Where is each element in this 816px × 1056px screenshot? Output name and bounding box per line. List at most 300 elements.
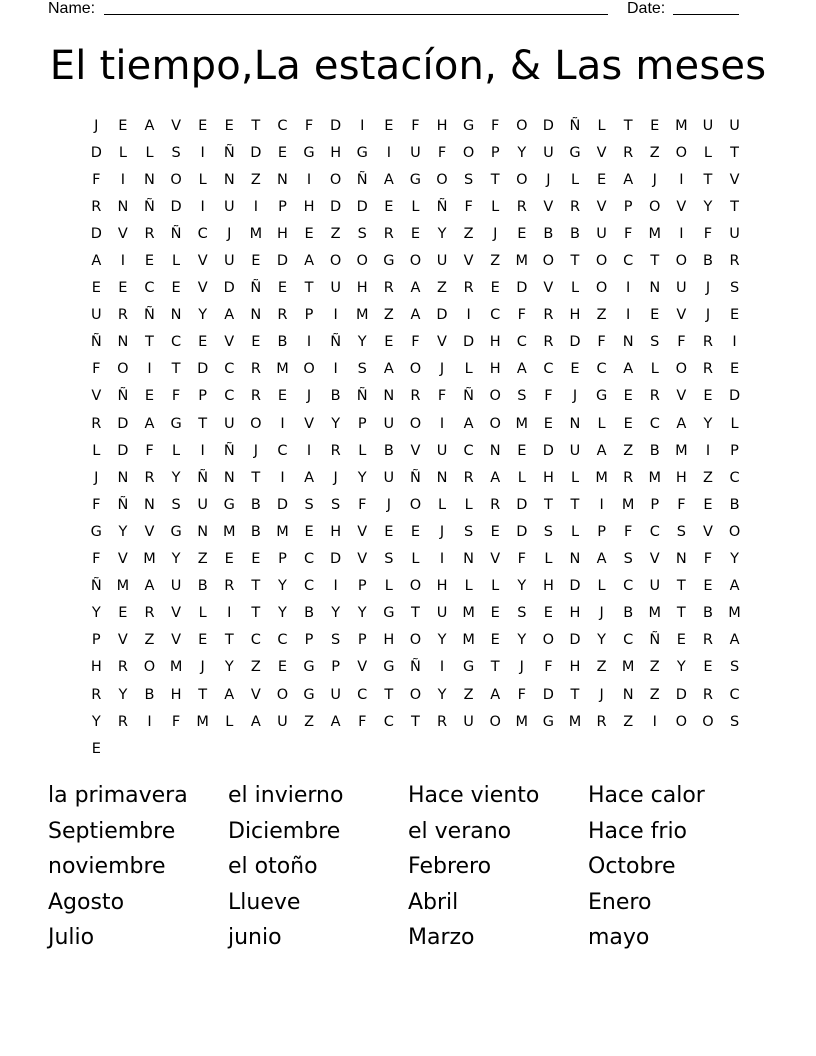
grid-letter: P — [278, 551, 287, 568]
grid-letter: F — [517, 551, 526, 568]
grid-letter: H — [569, 605, 581, 622]
grid-letter: D — [90, 144, 102, 161]
grid-letter: R — [410, 388, 421, 405]
grid-letter: M — [143, 551, 156, 568]
grid-letter: J — [705, 307, 711, 324]
grid-letter: V — [596, 144, 607, 161]
grid-letter: A — [144, 117, 155, 134]
grid-letter: E — [650, 307, 660, 324]
grid-letter: I — [200, 442, 205, 459]
grid-letter: F — [517, 686, 526, 703]
grid-letter: V — [171, 605, 182, 622]
grid-letter: O — [595, 253, 608, 270]
grid-letter: A — [91, 253, 102, 270]
grid-letter: S — [676, 523, 686, 540]
grid-letter: R — [543, 307, 554, 324]
grid-letter: I — [306, 442, 312, 459]
grid-letter: A — [623, 361, 634, 378]
grid-letter: B — [649, 442, 660, 459]
grid-letter: U — [277, 713, 288, 730]
grid-letter: D — [516, 496, 528, 513]
grid-letter: M — [648, 225, 662, 242]
grid-letter: O — [409, 632, 422, 649]
grid-letter: E — [118, 280, 128, 297]
grid-letter: A — [676, 415, 687, 432]
grid-letter: E — [623, 415, 633, 432]
grid-letter: O — [542, 632, 555, 649]
grid-letter: H — [542, 578, 554, 595]
grid-letter: C — [277, 117, 288, 134]
grid-letter: A — [729, 632, 740, 649]
grid-letter: T — [490, 659, 500, 676]
grid-letter: O — [728, 523, 741, 540]
grid-letter: E — [384, 523, 394, 540]
grid-letter: U — [596, 225, 607, 242]
grid-letter: L — [517, 469, 526, 486]
grid-letter: J — [652, 171, 657, 188]
grid-letter: M — [223, 523, 236, 540]
grid-letter: Y — [171, 551, 181, 568]
grid-letter: R — [117, 659, 128, 676]
grid-letter: O — [356, 253, 368, 270]
grid-letter: G — [170, 523, 182, 540]
word-list — [48, 778, 768, 956]
grid-letter: T — [676, 605, 686, 622]
grid-letter: Z — [383, 307, 394, 324]
word-list-item: Marzo — [408, 925, 475, 950]
grid-letter: E — [224, 551, 234, 568]
grid-letter: T — [570, 253, 580, 270]
grid-letter: Y — [437, 225, 447, 242]
grid-letter: U — [197, 496, 208, 513]
grid-letter: N — [277, 171, 288, 188]
grid-letter: C — [303, 578, 315, 595]
grid-letter: R — [91, 415, 102, 432]
date-label: Date: — [627, 0, 666, 17]
grid-letter: E — [650, 117, 660, 134]
word-list-item: Abril — [408, 889, 459, 915]
grid-letter: U — [543, 144, 554, 161]
grid-letter: D — [276, 253, 289, 270]
grid-letter: F — [145, 442, 154, 459]
grid-letter: D — [675, 686, 687, 703]
grid-letter: R — [729, 253, 740, 270]
grid-letter: D — [569, 334, 581, 351]
grid-letter: M — [116, 578, 130, 595]
grid-letter: F — [411, 334, 420, 351]
grid-letter: Y — [331, 605, 341, 622]
grid-letter: D — [90, 225, 102, 242]
grid-letter: N — [197, 523, 209, 540]
grid-letter: L — [570, 469, 580, 486]
grid-letter: S — [357, 225, 367, 242]
grid-letter: V — [117, 632, 128, 649]
grid-letter: V — [117, 551, 128, 568]
grid-letter: V — [357, 523, 368, 540]
grid-letter: H — [675, 469, 687, 486]
grid-letter: D — [516, 523, 528, 540]
grid-letter: O — [489, 415, 501, 432]
grid-letter: V — [649, 551, 660, 568]
grid-letter: M — [675, 442, 688, 459]
grid-letter: A — [623, 171, 634, 188]
grid-letter: N — [144, 171, 155, 188]
grid-letter: S — [171, 144, 181, 161]
grid-letter: Y — [730, 551, 739, 568]
grid-letter: O — [329, 171, 342, 188]
grid-letter: J — [200, 659, 205, 676]
grid-letter: O — [409, 496, 422, 513]
grid-letter: L — [198, 605, 207, 622]
grid-letter: Ñ — [223, 442, 235, 459]
grid-letter: T — [570, 496, 580, 513]
grid-letter: L — [570, 523, 580, 540]
grid-letter: B — [197, 578, 208, 595]
grid-letter: E — [729, 307, 740, 324]
grid-letter: E — [198, 117, 208, 134]
grid-letter: F — [491, 117, 500, 134]
grid-letter: E — [543, 415, 553, 432]
grid-letter: S — [517, 605, 527, 622]
word-list-item: Llueve — [228, 889, 301, 915]
grid-letter: L — [464, 578, 473, 595]
grid-letter: T — [410, 605, 420, 622]
grid-letter: I — [227, 605, 232, 622]
grid-letter: Z — [490, 253, 501, 270]
grid-letter: C — [463, 442, 474, 459]
grid-letter: P — [597, 523, 606, 540]
grid-letter: U — [729, 225, 740, 242]
grid-letter: C — [623, 578, 634, 595]
grid-letter: U — [702, 117, 714, 134]
grid-letter: M — [621, 496, 635, 513]
grid-letter: C — [250, 632, 261, 649]
grid-letter: C — [516, 334, 527, 351]
grid-letter: H — [436, 578, 448, 595]
grid-letter: G — [409, 171, 422, 188]
name-label: Name: — [48, 0, 96, 17]
grid-letter: Ñ — [649, 632, 661, 649]
grid-letter: E — [118, 117, 128, 134]
grid-letter: Y — [357, 469, 367, 486]
grid-letter: U — [223, 198, 235, 215]
grid-letter: U — [569, 442, 581, 459]
grid-letter: V — [596, 198, 607, 215]
grid-letter: R — [250, 361, 261, 378]
grid-letter: J — [546, 171, 551, 188]
grid-letter: B — [570, 225, 580, 242]
grid-letter: J — [227, 225, 232, 242]
grid-letter: U — [330, 686, 341, 703]
grid-letter: O — [516, 171, 528, 188]
grid-letter: V — [224, 334, 235, 351]
grid-letter: V — [729, 171, 740, 188]
grid-letter: R — [702, 361, 713, 378]
grid-letter: Y — [357, 334, 367, 351]
grid-letter: E — [490, 632, 500, 649]
grid-letter: P — [490, 144, 500, 161]
grid-letter: L — [437, 496, 447, 513]
grid-letter: Y — [517, 632, 527, 649]
name-line — [104, 0, 608, 15]
grid-letter: F — [624, 225, 633, 242]
grid-letter: H — [489, 361, 501, 378]
grid-letter: C — [303, 551, 315, 568]
grid-letter: Y — [198, 307, 208, 324]
grid-letter: A — [463, 415, 474, 432]
grid-letter: U — [649, 578, 661, 595]
grid-letter: M — [595, 469, 608, 486]
word-list-item: el verano — [408, 818, 512, 844]
grid-letter: H — [569, 659, 581, 676]
grid-letter: R — [117, 713, 128, 730]
grid-letter: R — [330, 442, 341, 459]
grid-letter: V — [676, 388, 687, 405]
grid-letter: E — [277, 144, 288, 161]
grid-letter: M — [196, 713, 209, 730]
grid-letter: P — [623, 198, 633, 215]
grid-letter: U — [463, 713, 474, 730]
grid-letter: E — [703, 659, 713, 676]
grid-letter: O — [409, 415, 422, 432]
grid-letter: Z — [649, 144, 660, 161]
grid-letter: R — [224, 578, 235, 595]
grid-letter: Y — [118, 523, 128, 540]
grid-letter: T — [251, 605, 261, 622]
grid-letter: R — [383, 280, 394, 297]
grid-letter: I — [626, 280, 631, 297]
grid-letter: L — [411, 551, 420, 568]
grid-letter: D — [436, 307, 448, 324]
grid-letter: T — [410, 713, 420, 730]
grid-letter: V — [463, 253, 474, 270]
grid-letter: S — [729, 280, 740, 297]
grid-letter: S — [304, 496, 314, 513]
grid-letter: F — [358, 713, 367, 730]
grid-letter: J — [94, 469, 99, 486]
grid-letter: N — [117, 198, 129, 215]
grid-letter: N — [223, 469, 235, 486]
grid-letter: L — [411, 198, 420, 215]
grid-letter: M — [276, 361, 289, 378]
word-list-item: Hace calor — [588, 783, 705, 808]
grid-letter: G — [223, 496, 235, 513]
grid-letter: V — [490, 551, 501, 568]
grid-letter: V — [171, 632, 182, 649]
grid-letter: I — [732, 334, 737, 351]
word-list-item: el invierno — [228, 783, 344, 808]
grid-letter: Y — [703, 198, 713, 215]
grid-letter: Y — [437, 632, 447, 649]
grid-letter: I — [626, 307, 631, 324]
grid-letter: P — [357, 632, 367, 649]
grid-letter: Y — [91, 605, 101, 622]
word-list-item: junio — [228, 925, 282, 950]
grid-letter: Ñ — [144, 307, 155, 324]
grid-letter: V — [410, 442, 421, 459]
grid-letter: E — [596, 171, 607, 188]
grid-letter: E — [171, 280, 181, 297]
grid-letter: U — [170, 578, 182, 595]
grid-letter: Z — [596, 307, 607, 324]
grid-letter: V — [676, 198, 687, 215]
grid-letter: Y — [331, 415, 341, 432]
grid-letter: O — [595, 280, 608, 297]
grid-letter: J — [599, 605, 604, 622]
grid-letter: L — [145, 144, 154, 161]
grid-letter: G — [303, 686, 315, 703]
grid-letter: S — [517, 388, 527, 405]
grid-letter: O — [675, 361, 688, 378]
grid-letter: E — [144, 388, 155, 405]
grid-letter: G — [90, 523, 102, 540]
grid-letter: F — [624, 523, 633, 540]
grid-letter: U — [383, 469, 395, 486]
grid-letter: D — [330, 198, 342, 215]
grid-letter: H — [90, 659, 102, 676]
grid-letter: I — [147, 713, 152, 730]
grid-letter: B — [250, 523, 261, 540]
grid-letter: C — [224, 361, 235, 378]
grid-letter: A — [330, 713, 341, 730]
grid-letter: V — [117, 225, 128, 242]
grid-letter: I — [280, 469, 285, 486]
grid-letter: Z — [250, 659, 261, 676]
grid-letter: Z — [623, 713, 634, 730]
grid-letter: V — [702, 523, 713, 540]
grid-letter: F — [597, 334, 606, 351]
grid-letter: R — [702, 686, 713, 703]
grid-letter: A — [250, 713, 261, 730]
grid-letter: V — [144, 523, 155, 540]
grid-letter: E — [676, 632, 686, 649]
grid-letter: J — [306, 388, 312, 405]
grid-letter: M — [515, 713, 529, 730]
grid-letter: I — [439, 659, 445, 676]
grid-letter: Ñ — [409, 469, 421, 486]
grid-letter: C — [197, 225, 208, 242]
grid-letter: O — [329, 253, 342, 270]
word-list-item: Febrero — [408, 854, 492, 879]
grid-letter: B — [543, 225, 554, 242]
word-list-item: Julio — [48, 925, 95, 950]
grid-letter: H — [277, 225, 288, 242]
grid-letter: N — [117, 469, 129, 486]
grid-letter: A — [490, 469, 501, 486]
grid-letter: E — [490, 523, 500, 540]
grid-letter: U — [676, 280, 687, 297]
grid-letter: O — [117, 361, 129, 378]
grid-letter: F — [411, 117, 420, 134]
grid-letter: A — [490, 686, 501, 703]
grid-letter: R — [623, 469, 634, 486]
grid-letter: F — [437, 388, 447, 405]
grid-letter: P — [198, 388, 208, 405]
grid-letter: F — [464, 198, 473, 215]
grid-letter: L — [384, 578, 393, 595]
word-list-item: Diciembre — [228, 818, 341, 844]
grid-letter: D — [197, 361, 209, 378]
grid-letter: F — [304, 117, 314, 134]
grid-letter: C — [144, 280, 155, 297]
grid-letter: Z — [649, 686, 660, 703]
grid-letter: C — [729, 686, 740, 703]
grid-letter: C — [729, 469, 740, 486]
grid-letter: J — [253, 442, 258, 459]
grid-letter: D — [223, 280, 235, 297]
grid-letter: A — [516, 361, 527, 378]
grid-letter: V — [304, 415, 314, 432]
grid-letter: B — [330, 388, 341, 405]
grid-letter: B — [623, 605, 634, 622]
grid-letter: E — [198, 632, 208, 649]
grid-letter: O — [436, 171, 448, 188]
page-title: El tiempo,La estacíon, & Las meses — [49, 43, 767, 89]
grid-letter: E — [198, 334, 208, 351]
word-list-item: Hace viento — [408, 783, 540, 808]
grid-letter: S — [331, 632, 341, 649]
grid-letter: E — [144, 253, 155, 270]
grid-letter: I — [360, 117, 365, 134]
grid-letter: O — [675, 713, 688, 730]
grid-letter: R — [649, 388, 660, 405]
grid-letter: D — [569, 578, 581, 595]
grid-letter: V — [197, 280, 208, 297]
grid-letter: A — [410, 307, 421, 324]
grid-letter: F — [171, 713, 181, 730]
grid-letter: R — [463, 469, 474, 486]
grid-letter: L — [570, 280, 580, 297]
grid-letter: E — [623, 388, 633, 405]
grid-letter: T — [198, 415, 208, 432]
grid-letter: Z — [463, 225, 474, 242]
word-list-item: mayo — [588, 925, 650, 950]
grid-letter: R — [91, 686, 102, 703]
grid-letter: O — [462, 144, 475, 161]
grid-letter: E — [118, 605, 128, 622]
word-list-item: Agosto — [48, 889, 125, 915]
grid-letter: L — [172, 442, 181, 459]
grid-letter: H — [383, 632, 395, 649]
grid-letter: D — [117, 415, 129, 432]
grid-letter: L — [464, 361, 473, 378]
grid-letter: Ñ — [436, 198, 448, 215]
grid-letter: V — [437, 334, 447, 351]
grid-letter: Y — [703, 415, 713, 432]
grid-letter: I — [306, 171, 312, 188]
grid-letter: D — [170, 198, 182, 215]
grid-letter: M — [355, 307, 369, 324]
grid-letter: L — [491, 578, 500, 595]
grid-letter: O — [649, 198, 661, 215]
grid-letter: Ñ — [409, 659, 421, 676]
grid-letter: J — [439, 523, 445, 540]
grid-letter: O — [702, 713, 714, 730]
grid-letter: B — [702, 605, 713, 622]
grid-letter: G — [170, 415, 182, 432]
grid-letter: T — [251, 117, 261, 134]
grid-letter: Z — [596, 659, 607, 676]
grid-letter: D — [276, 496, 289, 513]
grid-letter: P — [357, 578, 367, 595]
grid-letter: B — [277, 334, 288, 351]
grid-letter: S — [357, 361, 367, 378]
grid-letter: J — [94, 117, 99, 134]
grid-letter: T — [623, 117, 633, 134]
grid-letter: R — [623, 144, 634, 161]
grid-letter: R — [144, 469, 155, 486]
grid-letter: Z — [304, 713, 315, 730]
